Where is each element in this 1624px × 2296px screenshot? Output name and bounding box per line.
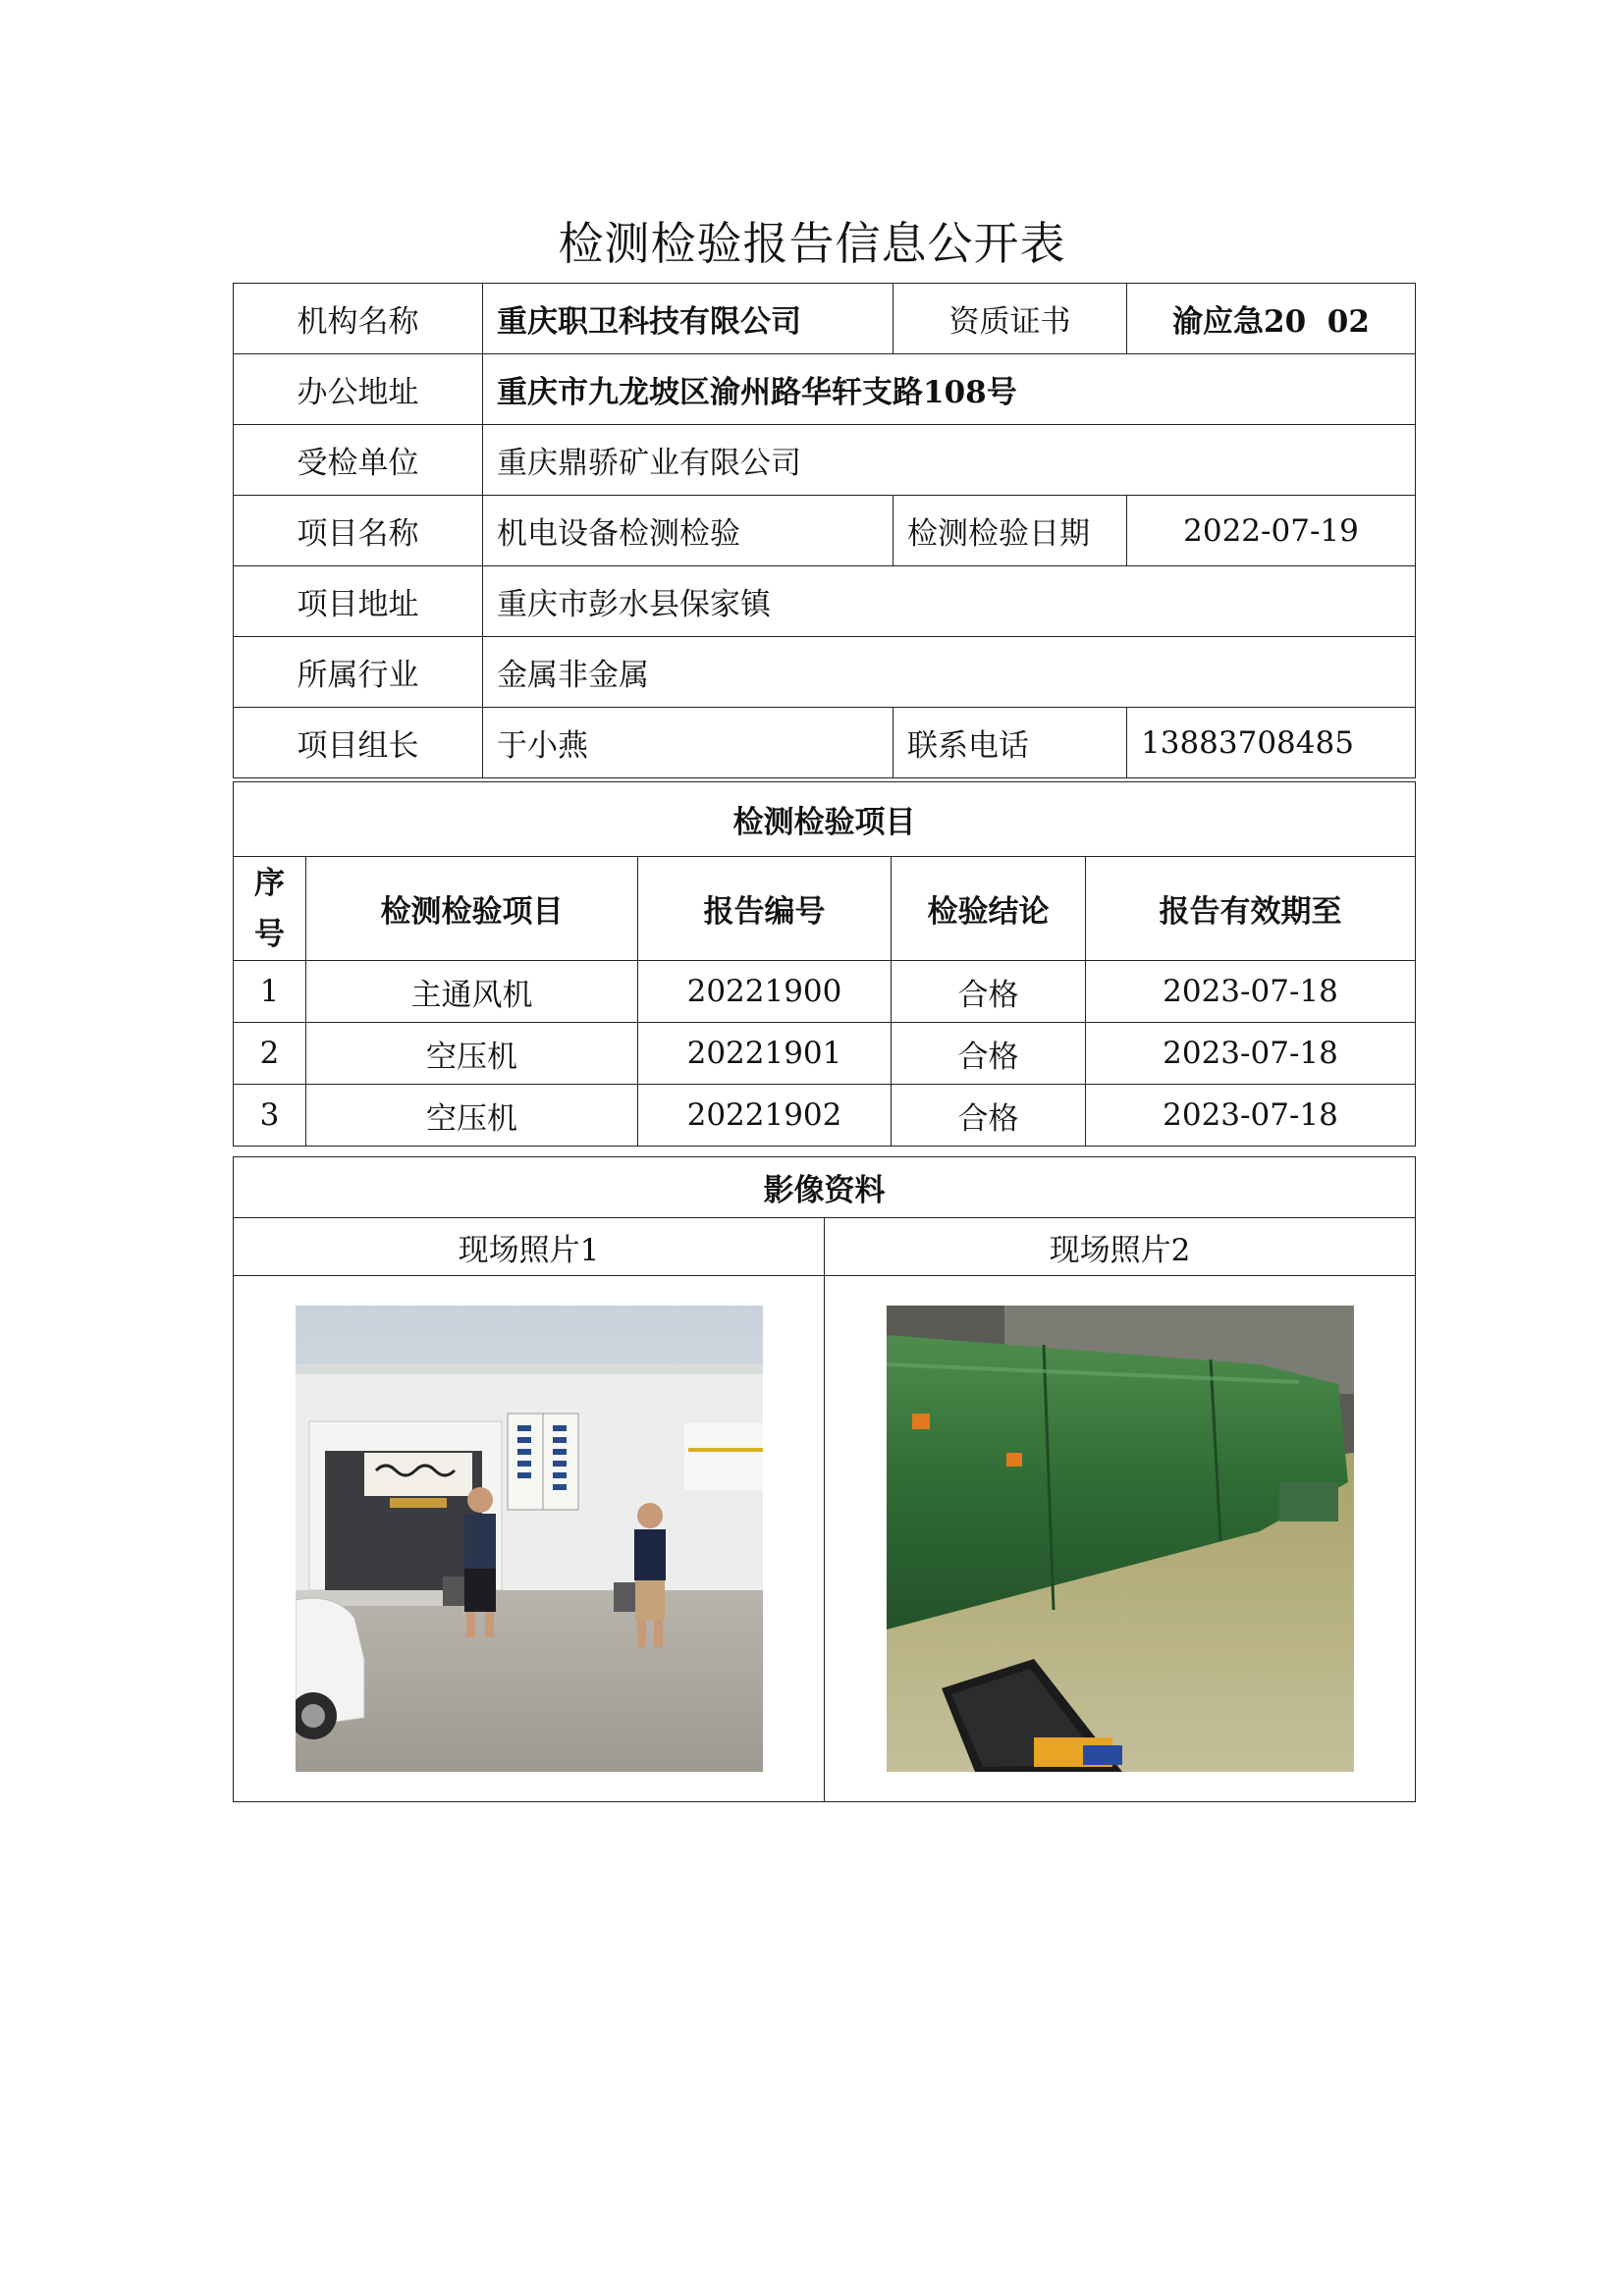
table-row [234, 1085, 1416, 1147]
items-section-row [234, 782, 1416, 857]
org-value: 重庆职卫科技有限公司 [483, 284, 893, 354]
item-cell: 主通风机 [306, 961, 638, 1023]
org-label: 机构名称 [234, 284, 483, 354]
items-header-row [234, 857, 1416, 961]
industry-label: 所属行业 [234, 637, 483, 708]
phone-value: 13883708485 [1127, 708, 1416, 778]
industry-value: 金属非金属 [483, 637, 1416, 708]
table-row [234, 1023, 1416, 1085]
org-row [234, 284, 1416, 354]
photo2-caption: 现场照片2 [825, 1218, 1416, 1276]
seq-header-line2: 号 [254, 916, 285, 952]
cert-label: 资质证书 [893, 284, 1127, 354]
seq-cell: 1 [234, 961, 306, 1023]
photo-caption-row [234, 1218, 1416, 1276]
leader-label: 项目组长 [234, 708, 483, 778]
client-row [234, 425, 1416, 496]
media-section-row [234, 1157, 1416, 1218]
table-row [234, 961, 1416, 1023]
project-value: 机电设备检测检验 [483, 496, 893, 566]
seq-header [234, 857, 306, 961]
items-section-title: 检测检验项目 [234, 782, 1416, 857]
site-photo-2 [887, 1306, 1354, 1772]
report-no-cell: 20221900 [638, 961, 892, 1023]
industry-row [234, 637, 1416, 708]
address-label: 办公地址 [234, 354, 483, 425]
report-no-cell: 20221901 [638, 1023, 892, 1085]
photo2-cell [825, 1276, 1416, 1802]
address-row [234, 354, 1416, 425]
valid-until-cell: 2023-07-18 [1086, 1023, 1416, 1085]
phone-label: 联系电话 [893, 708, 1127, 778]
conclusion-cell: 合格 [892, 1023, 1086, 1085]
client-label: 受检单位 [234, 425, 483, 496]
valid-until-header: 报告有效期至 [1086, 857, 1416, 961]
item-cell: 空压机 [306, 1023, 638, 1085]
address-value: 重庆市九龙坡区渝州路华轩支路108号 [483, 354, 1416, 425]
report-no-cell: 20221902 [638, 1085, 892, 1147]
conclusion-cell: 合格 [892, 961, 1086, 1023]
project-row [234, 496, 1416, 566]
site-photo-1 [296, 1306, 763, 1772]
client-value: 重庆鼎骄矿业有限公司 [483, 425, 1416, 496]
site-label: 项目地址 [234, 566, 483, 637]
project-label: 项目名称 [234, 496, 483, 566]
seq-header-line1: 序 [254, 865, 285, 901]
cert-value: 渝应急20 02 [1127, 284, 1416, 354]
site-value: 重庆市彭水县保家镇 [483, 566, 1416, 637]
date-label: 检测检验日期 [893, 496, 1127, 566]
item-cell: 空压机 [306, 1085, 638, 1147]
site-row [234, 566, 1416, 637]
photo-row [234, 1276, 1416, 1802]
leader-value: 于小燕 [483, 708, 893, 778]
valid-until-cell: 2023-07-18 [1086, 961, 1416, 1023]
valid-until-cell: 2023-07-18 [1086, 1085, 1416, 1147]
leader-row [234, 708, 1416, 778]
org-info-table [233, 283, 1416, 778]
document-title: 检测检验报告信息公开表 [558, 217, 1066, 270]
seq-cell: 2 [234, 1023, 306, 1085]
item-header: 检测检验项目 [306, 857, 638, 961]
photo1-cell [234, 1276, 825, 1802]
conclusion-header: 检验结论 [892, 857, 1086, 961]
photo1-caption: 现场照片1 [234, 1218, 825, 1276]
inspection-items-table [233, 781, 1416, 1147]
media-table [233, 1156, 1416, 1802]
seq-cell: 3 [234, 1085, 306, 1147]
conclusion-cell: 合格 [892, 1085, 1086, 1147]
media-section-title: 影像资料 [234, 1157, 1416, 1218]
date-value: 2022-07-19 [1127, 496, 1416, 566]
report-no-header: 报告编号 [638, 857, 892, 961]
